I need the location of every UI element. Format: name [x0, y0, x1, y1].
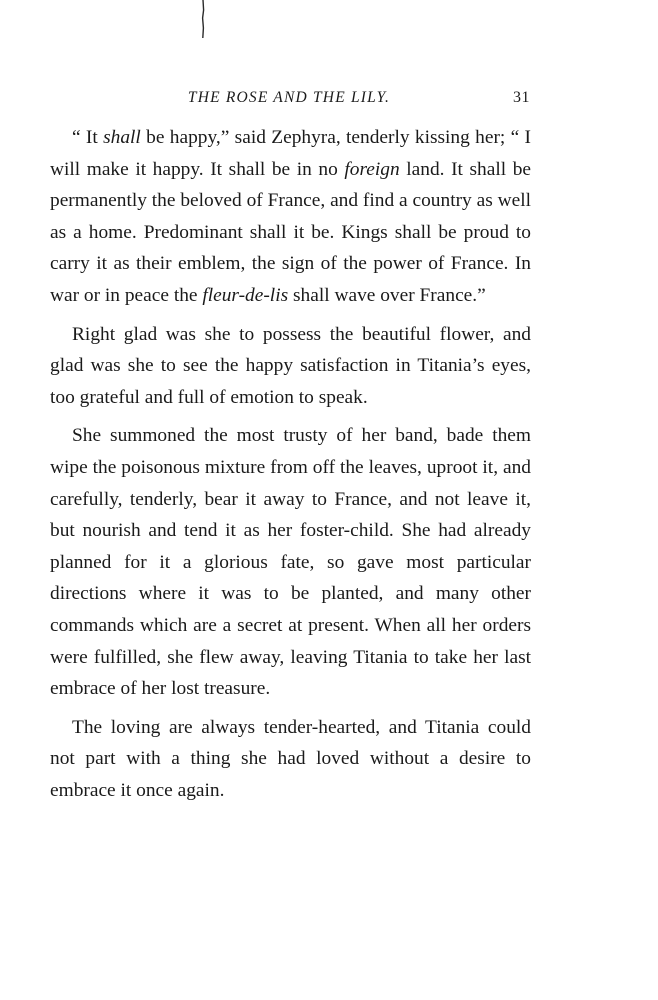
ink-mark [201, 0, 205, 46]
paragraph [50, 319, 531, 414]
paragraph [50, 712, 531, 807]
paragraph [50, 420, 531, 704]
text-segment: She summoned the most trusty of her band, bade them wipe the poisonous mixture from off the leaves, uproot it, and carefully, tenderly, bear it away to France, and not leave it, but nourish and tend it as her foster-child. She had already planned for it a glorious fate, so gave most particular directions where it was to be planted, and many other commands which are a secret at present. When all her orders were fulfilled, she flew away, leaving Titania to take her last embrace of her lost treasure. [50, 425, 531, 700]
body-text [50, 122, 531, 806]
paragraph [50, 122, 531, 312]
text-segment: Right glad was she to possess the beautiful flower, and glad was she to see the happy satisfaction in Titania’s eyes, too grateful and full of emotion to speak. [50, 323, 531, 408]
text-segment: The loving are always tender-hearted, and Titania could not part with a thing she had loved without a desire to embrace it once again. [50, 716, 531, 801]
text-segment: “ It [72, 127, 104, 148]
italic-text-segment: shall [103, 127, 141, 148]
page-number: 31 [513, 89, 530, 106]
text-segment: shall wave over France.” [288, 284, 486, 306]
text-segment: land. It shall be permanently the beloved of France, and find a country as well as a home. Predominant shall it be. Kings shall be proud to carry it as their emblem, the sign of the power of France. In war or in peace the [50, 158, 531, 306]
italic-text-segment: fleur-de-lis [202, 284, 289, 306]
running-head [48, 89, 530, 111]
italic-text-segment: foreign [344, 158, 400, 180]
running-title: THE ROSE AND THE LILY. [187, 89, 391, 106]
text-segment: be happy,” said Zephyra, tenderly kissing her; “ I will make it happy. It shall be in no [50, 127, 532, 180]
